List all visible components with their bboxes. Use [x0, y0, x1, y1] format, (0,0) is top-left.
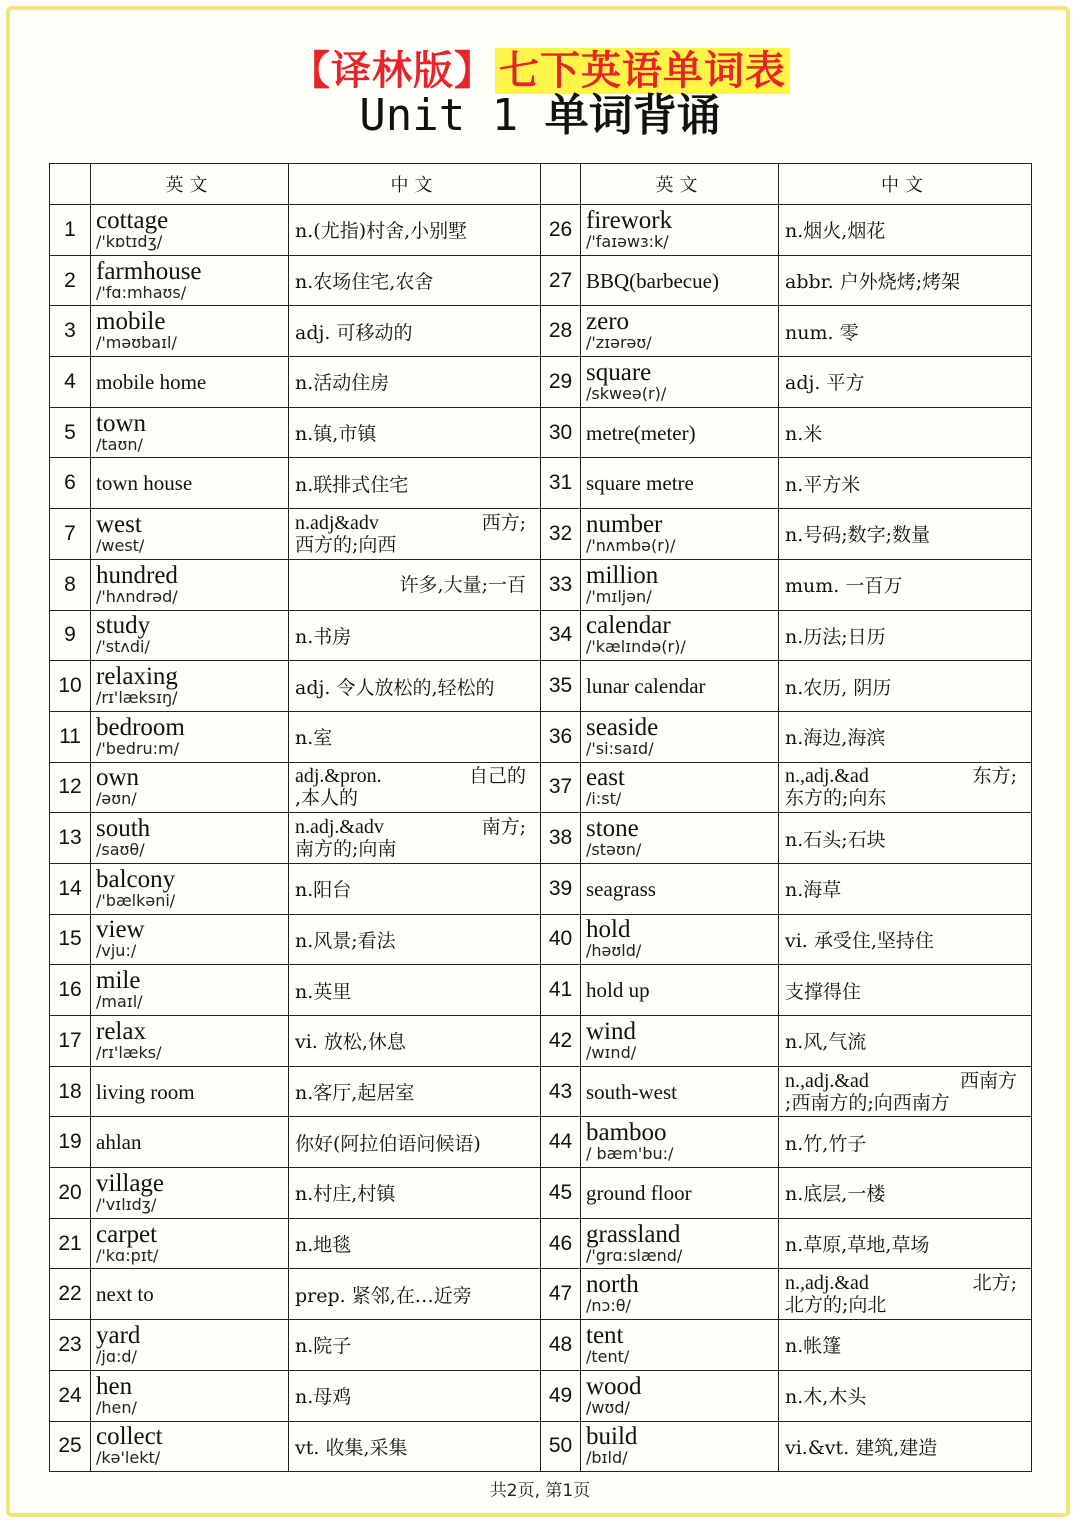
chinese-meaning: n.地毯	[289, 1218, 541, 1269]
chinese-meaning: adj. 平方	[779, 357, 1032, 408]
part-of-speech: n.,adj.&ad	[785, 1069, 869, 1092]
title-edition: 【译林版】	[290, 48, 495, 94]
chinese-meaning: n.农历, 阴历	[779, 661, 1032, 712]
english-word: bedroom	[96, 713, 185, 741]
english-word: balcony	[96, 865, 176, 893]
chinese-meaning: n.联排式住宅	[289, 458, 541, 509]
row-number: 5	[50, 407, 91, 458]
english-word: zero	[586, 308, 630, 336]
table-row	[50, 306, 1032, 357]
english-cell	[581, 610, 779, 661]
english-cell	[581, 1320, 779, 1371]
phonetic: /'zɪərəʊ/	[586, 333, 652, 353]
english-word: hen	[96, 1372, 133, 1400]
english-cell	[91, 661, 289, 712]
chinese-meaning: n.米	[779, 407, 1032, 458]
row-number: 16	[50, 965, 91, 1016]
row-number: 32	[541, 509, 581, 560]
phonetic: /'bedru:m/	[96, 738, 180, 758]
chinese-meaning: vt. 收集,采集	[289, 1421, 541, 1472]
table-row	[50, 1320, 1032, 1371]
chinese-meaning: n.书房	[289, 610, 541, 661]
table-row	[50, 1016, 1032, 1067]
english-word: study	[96, 612, 151, 640]
phonetic: /'hʌndrəd/	[96, 586, 178, 606]
row-number: 41	[541, 965, 581, 1016]
english-cell	[91, 711, 289, 762]
english-cell	[581, 1066, 779, 1117]
chinese-meaning: n.历法;日历	[779, 610, 1032, 661]
table-row	[50, 1117, 1032, 1168]
row-number: 42	[541, 1016, 581, 1067]
english-cell	[581, 509, 779, 560]
english-word: carpet	[96, 1220, 158, 1248]
header-num-left	[50, 164, 91, 205]
vocabulary-table	[49, 163, 1032, 1472]
meaning-primary: 北方;	[972, 1272, 1017, 1295]
row-number: 2	[50, 255, 91, 306]
chinese-meaning: abbr. 户外烧烤;烤架	[779, 255, 1032, 306]
chinese-meaning: mum. 一百万	[779, 559, 1032, 610]
english-word: seagrass	[586, 876, 656, 901]
english-word: seaside	[586, 713, 659, 741]
english-word: next to	[96, 1282, 154, 1307]
chinese-meaning: 你好(阿拉伯语问候语)	[289, 1117, 541, 1168]
chinese-meaning: n.竹,竹子	[779, 1117, 1032, 1168]
phonetic: /'kɑ:pɪt/	[96, 1245, 159, 1265]
part-of-speech: adj.&pron.	[295, 765, 382, 788]
english-cell	[581, 407, 779, 458]
table-row	[50, 357, 1032, 408]
chinese-meaning: vi.&vt. 建筑,建造	[779, 1421, 1032, 1472]
english-cell	[91, 255, 289, 306]
english-word: relax	[96, 1017, 146, 1045]
english-cell	[581, 914, 779, 965]
english-cell	[91, 357, 289, 408]
phonetic: /'nʌmbə(r)/	[586, 535, 676, 555]
row-number: 46	[541, 1218, 581, 1269]
table-row	[50, 1218, 1032, 1269]
english-word: hundred	[96, 561, 178, 589]
english-word: wind	[586, 1017, 636, 1045]
chinese-meaning: n.(尤指)村舍,小别墅	[289, 205, 541, 256]
english-word: farmhouse	[96, 257, 202, 285]
phonetic: /'məʊbaɪl/	[96, 333, 177, 353]
phonetic: /nɔ:θ/	[586, 1296, 631, 1316]
english-word: lunar calendar	[586, 674, 706, 699]
english-word: ground floor	[586, 1180, 692, 1205]
row-number: 25	[50, 1421, 91, 1472]
row-number: 33	[541, 559, 581, 610]
phonetic: /'si:saɪd/	[586, 738, 654, 758]
english-cell	[581, 711, 779, 762]
english-word: metre(meter)	[586, 420, 696, 445]
english-cell	[581, 357, 779, 408]
row-number: 19	[50, 1117, 91, 1168]
unit-number: Unit 1	[359, 90, 519, 141]
chinese-meaning	[289, 813, 541, 864]
english-word: mobile	[96, 308, 166, 336]
header-cn-right: 中文	[779, 164, 1032, 205]
row-number: 45	[541, 1168, 581, 1219]
english-word: stone	[586, 815, 639, 843]
chinese-meaning: n.平方米	[779, 458, 1032, 509]
row-number: 9	[50, 610, 91, 661]
english-cell	[581, 1269, 779, 1320]
row-number: 23	[50, 1320, 91, 1371]
meaning-primary: 许多,大量;一百	[399, 573, 526, 596]
chinese-meaning: n.草原,草地,草场	[779, 1218, 1032, 1269]
row-number: 30	[541, 407, 581, 458]
english-word: yard	[96, 1321, 141, 1349]
english-cell	[91, 559, 289, 610]
part-of-speech: n.,adj.&ad	[785, 1272, 869, 1295]
phonetic: /maɪl/	[96, 992, 143, 1012]
row-number: 10	[50, 661, 91, 712]
english-word: mobile home	[96, 369, 207, 394]
meaning-secondary: 南方的;向南	[295, 838, 397, 861]
english-cell	[581, 205, 779, 256]
row-number: 28	[541, 306, 581, 357]
table-row	[50, 813, 1032, 864]
chinese-meaning: n.室	[289, 711, 541, 762]
meaning-primary: 南方;	[481, 816, 526, 839]
chinese-meaning: adj. 可移动的	[289, 306, 541, 357]
phonetic: /'grɑ:slænd/	[586, 1245, 683, 1265]
english-word: west	[96, 510, 142, 538]
english-word: square metre	[586, 471, 694, 496]
meaning-secondary: 东方的;向东	[785, 787, 887, 810]
title-highlight: 七下英语单词表	[495, 48, 790, 94]
table-row	[50, 1269, 1032, 1320]
phonetic: /rɪ'læks/	[96, 1042, 162, 1062]
row-number: 3	[50, 306, 91, 357]
phonetic: /bɪld/	[586, 1448, 628, 1468]
phonetic: /rɪ'læksɪŋ/	[96, 688, 178, 708]
phonetic: /west/	[96, 535, 145, 555]
phonetic: /'fɑ:mhaʊs/	[96, 282, 187, 302]
table-row	[50, 1370, 1032, 1421]
english-word: firework	[586, 206, 673, 234]
chinese-meaning: prep. 紧邻,在…近旁	[289, 1269, 541, 1320]
phonetic: /'bælkəni/	[96, 890, 176, 910]
chinese-meaning: n.英里	[289, 965, 541, 1016]
english-cell	[91, 205, 289, 256]
chinese-meaning: n.农场住宅,农舍	[289, 255, 541, 306]
header-en-left: 英文	[91, 164, 289, 205]
unit-title	[0, 90, 1080, 142]
english-word: mile	[96, 967, 141, 995]
table-row	[50, 1421, 1032, 1472]
english-word: number	[586, 510, 663, 538]
phonetic: /'faɪəwɜ:k/	[586, 231, 669, 251]
table-row	[50, 863, 1032, 914]
row-number: 37	[541, 762, 581, 813]
english-cell	[91, 1066, 289, 1117]
phonetic: /wʊd/	[586, 1397, 630, 1417]
chinese-meaning: n.风景;看法	[289, 914, 541, 965]
header-en-right: 英文	[581, 164, 779, 205]
table-row	[50, 610, 1032, 661]
row-number: 47	[541, 1269, 581, 1320]
english-cell	[91, 610, 289, 661]
english-word: own	[96, 764, 140, 792]
english-cell	[581, 255, 779, 306]
chinese-meaning	[779, 762, 1032, 813]
table-row	[50, 965, 1032, 1016]
english-word: east	[586, 764, 625, 792]
english-cell	[581, 965, 779, 1016]
row-number: 27	[541, 255, 581, 306]
table-row	[50, 762, 1032, 813]
header-cn-left: 中文	[289, 164, 541, 205]
chinese-meaning: n.活动住房	[289, 357, 541, 408]
row-number: 29	[541, 357, 581, 408]
chinese-meaning: n.母鸡	[289, 1370, 541, 1421]
row-number: 11	[50, 711, 91, 762]
chinese-meaning: n.镇,市镇	[289, 407, 541, 458]
row-number: 6	[50, 458, 91, 509]
english-cell	[581, 1370, 779, 1421]
meaning-secondary: ,本人的	[295, 787, 359, 810]
english-word: hold	[586, 916, 631, 944]
english-word: grassland	[586, 1220, 681, 1248]
table-row	[50, 407, 1032, 458]
english-word: bamboo	[586, 1119, 667, 1147]
chinese-meaning: adj. 令人放松的,轻松的	[289, 661, 541, 712]
row-number: 17	[50, 1016, 91, 1067]
english-word: north	[586, 1271, 639, 1299]
row-number: 20	[50, 1168, 91, 1219]
phonetic: /wɪnd/	[586, 1042, 637, 1062]
english-cell	[91, 1421, 289, 1472]
meaning-secondary: 西方的;向西	[295, 533, 397, 556]
meaning-primary: 东方;	[972, 765, 1017, 788]
english-word: south-west	[586, 1079, 677, 1104]
meaning-primary: 自己的	[468, 765, 526, 788]
row-number: 24	[50, 1370, 91, 1421]
meaning-secondary: 北方的;向北	[785, 1294, 887, 1317]
row-number: 43	[541, 1066, 581, 1117]
english-cell	[91, 863, 289, 914]
part-of-speech: n.adj.&adv	[295, 816, 384, 839]
chinese-meaning: vi. 承受住,坚持住	[779, 914, 1032, 965]
row-number: 40	[541, 914, 581, 965]
row-number: 26	[541, 205, 581, 256]
phonetic: /hen/	[96, 1397, 137, 1417]
row-number: 31	[541, 458, 581, 509]
english-word: town	[96, 409, 146, 437]
phonetic: /taʊn/	[96, 434, 143, 454]
phonetic: /'kælɪndə(r)/	[586, 637, 686, 657]
table-row	[50, 458, 1032, 509]
english-cell	[91, 1016, 289, 1067]
chinese-meaning	[289, 762, 541, 813]
phonetic: /'kɒtɪdʒ/	[96, 231, 163, 251]
row-number: 22	[50, 1269, 91, 1320]
chinese-meaning: n.帐篷	[779, 1320, 1032, 1371]
part-of-speech: n.adj&adv	[295, 511, 379, 534]
row-number: 12	[50, 762, 91, 813]
english-cell	[581, 559, 779, 610]
page-title	[0, 46, 1080, 96]
chinese-meaning: n.号码;数字;数量	[779, 509, 1032, 560]
english-word: living room	[96, 1079, 195, 1104]
row-number: 15	[50, 914, 91, 965]
table-row	[50, 509, 1032, 560]
english-cell	[581, 458, 779, 509]
english-cell	[91, 813, 289, 864]
row-number: 1	[50, 205, 91, 256]
table-row	[50, 1066, 1032, 1117]
row-number: 21	[50, 1218, 91, 1269]
english-cell	[91, 762, 289, 813]
meaning-primary: 西方;	[481, 511, 526, 534]
english-word: south	[96, 815, 151, 843]
phonetic: /stəʊn/	[586, 840, 642, 860]
english-cell	[581, 762, 779, 813]
english-cell	[581, 863, 779, 914]
chinese-meaning	[779, 1269, 1032, 1320]
english-word: cottage	[96, 206, 169, 234]
part-of-speech: n.,adj.&ad	[785, 765, 869, 788]
chinese-meaning: vi. 放松,休息	[289, 1016, 541, 1067]
chinese-meaning: n.海边,海滨	[779, 711, 1032, 762]
english-cell	[581, 661, 779, 712]
english-cell	[581, 1117, 779, 1168]
phonetic: /əʊn/	[96, 789, 137, 809]
phonetic: /'stʌdi/	[96, 637, 150, 657]
english-cell	[91, 458, 289, 509]
table-row	[50, 914, 1032, 965]
row-number: 38	[541, 813, 581, 864]
chinese-meaning: n.客厅,起居室	[289, 1066, 541, 1117]
english-cell	[581, 1016, 779, 1067]
meaning-primary: 西南方	[959, 1069, 1017, 1092]
phonetic: /'vɪlɪdʒ/	[96, 1194, 157, 1214]
phonetic: /kə'lekt/	[96, 1448, 161, 1468]
english-word: view	[96, 916, 145, 944]
table-row	[50, 661, 1032, 712]
phonetic: /jɑ:d/	[96, 1346, 137, 1366]
row-number: 44	[541, 1117, 581, 1168]
chinese-meaning: n.阳台	[289, 863, 541, 914]
english-cell	[91, 1218, 289, 1269]
row-number: 48	[541, 1320, 581, 1371]
meaning-secondary: ;西南方的;向西南方	[785, 1091, 950, 1114]
phonetic: /həʊld/	[586, 941, 642, 961]
english-cell	[91, 1117, 289, 1168]
table-row	[50, 559, 1032, 610]
chinese-meaning: n.海草	[779, 863, 1032, 914]
row-number: 36	[541, 711, 581, 762]
phonetic: /saʊθ/	[96, 840, 145, 860]
chinese-meaning: 支撑得住	[779, 965, 1032, 1016]
english-cell	[91, 1320, 289, 1371]
chinese-meaning	[289, 509, 541, 560]
english-cell	[581, 813, 779, 864]
chinese-meaning: n.石头;石块	[779, 813, 1032, 864]
english-word: ahlan	[96, 1130, 142, 1155]
row-number: 13	[50, 813, 91, 864]
row-number: 8	[50, 559, 91, 610]
phonetic: /'mɪljən/	[586, 586, 652, 606]
english-cell	[91, 407, 289, 458]
row-number: 50	[541, 1421, 581, 1472]
row-number: 7	[50, 509, 91, 560]
unit-subtitle: 单词背诵	[544, 90, 721, 141]
english-word: square	[586, 358, 652, 386]
english-word: million	[586, 561, 659, 589]
table-header-row	[50, 164, 1032, 205]
english-word: BBQ(barbecue)	[586, 268, 719, 293]
row-number: 39	[541, 863, 581, 914]
english-cell	[581, 1421, 779, 1472]
english-cell	[581, 1218, 779, 1269]
english-cell	[91, 965, 289, 1016]
phonetic: /i:st/	[586, 789, 622, 809]
chinese-meaning: n.木,木头	[779, 1370, 1032, 1421]
chinese-meaning: num. 零	[779, 306, 1032, 357]
phonetic: /vju:/	[96, 941, 137, 961]
row-number: 34	[541, 610, 581, 661]
phonetic: / bæm'bu:/	[586, 1144, 674, 1164]
english-word: wood	[586, 1372, 642, 1400]
english-cell	[91, 914, 289, 965]
chinese-meaning: n.村庄,村镇	[289, 1168, 541, 1219]
chinese-meaning: n.底层,一楼	[779, 1168, 1032, 1219]
english-word: town house	[96, 471, 193, 496]
chinese-meaning: n.风,气流	[779, 1016, 1032, 1067]
english-word: hold up	[586, 978, 650, 1003]
phonetic: /tent/	[586, 1346, 630, 1366]
header-num-right	[541, 164, 581, 205]
chinese-meaning	[779, 1066, 1032, 1117]
row-number: 4	[50, 357, 91, 408]
chinese-meaning	[289, 559, 541, 610]
english-cell	[581, 1168, 779, 1219]
english-cell	[91, 1168, 289, 1219]
row-number: 18	[50, 1066, 91, 1117]
row-number: 49	[541, 1370, 581, 1421]
english-word: build	[586, 1423, 638, 1451]
table-row	[50, 711, 1032, 762]
chinese-meaning: n.院子	[289, 1320, 541, 1371]
row-number: 35	[541, 661, 581, 712]
english-word: calendar	[586, 612, 671, 640]
table-row	[50, 1168, 1032, 1219]
english-word: collect	[96, 1423, 163, 1451]
english-cell	[91, 306, 289, 357]
table-row	[50, 205, 1032, 256]
english-cell	[91, 1269, 289, 1320]
english-cell	[91, 1370, 289, 1421]
english-word: tent	[586, 1321, 624, 1349]
chinese-meaning: n.烟火,烟花	[779, 205, 1032, 256]
english-cell	[91, 509, 289, 560]
row-number: 14	[50, 863, 91, 914]
page-footer: 共2页, 第1页	[489, 1481, 591, 1501]
phonetic: /skweə(r)/	[586, 383, 667, 403]
english-word: village	[96, 1169, 165, 1197]
english-word: relaxing	[96, 663, 178, 691]
english-cell	[581, 306, 779, 357]
table-row	[50, 255, 1032, 306]
